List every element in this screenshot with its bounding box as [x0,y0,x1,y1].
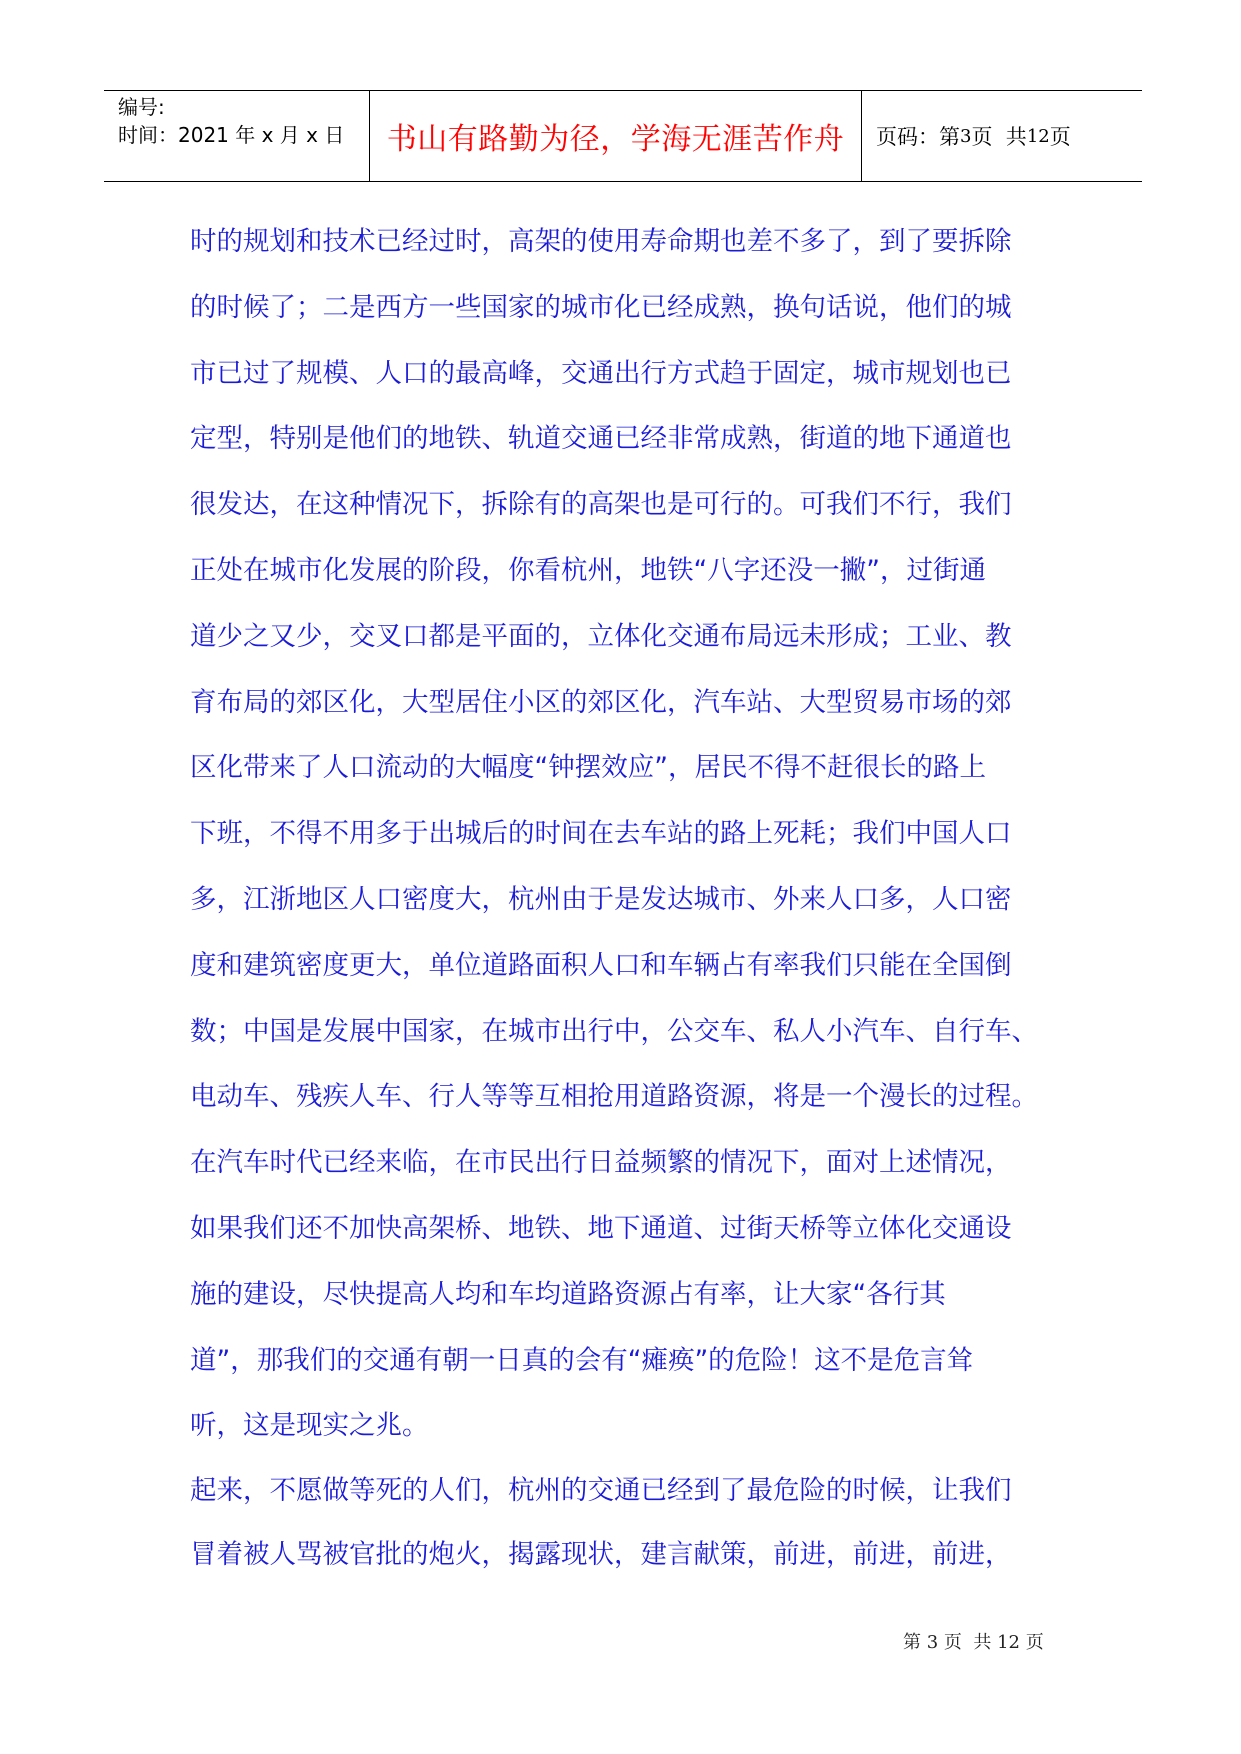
text-line: 数；中国是发展中国家，在城市出行中，公交车、私人小汽车、自行车、 [190,1015,1038,1047]
text-line: 下班，不得不用多于出城后的时间在去车站的路上死耗；我们中国人口 [190,818,1012,850]
text-line: 育布局的郊区化，大型居住小区的郊区化，汽车站、大型贸易市场的郊 [190,686,1012,718]
text-line: 道”，那我们的交通有朝一日真的会有“瘫痪”的危险！这不是危言耸 [190,1344,974,1376]
text-line: 起来，不愿做等死的人们，杭州的交通已经到了最危险的时候，让我们 [190,1475,1012,1507]
text-line: 如果我们还不加快高架桥、地铁、地下通道、过街天桥等立体化交通设 [190,1212,1012,1244]
header-page-current: 3 [960,125,972,147]
paragraph-1 [190,209,1070,1459]
serial-label: 编号: [118,95,165,119]
header-page-prefix: 页码：第 [876,125,960,149]
text-line: 多，江浙地区人口密度大，杭州由于是发达城市、外来人口多，人口密 [190,883,1012,915]
text-line: 冒着被人骂被官批的炮火，揭露现状，建言献策，前进，前进，前进， [190,1539,1012,1571]
text-line: 很发达，在这种情况下，拆除有的高架也是可行的。可我们不行，我们 [190,489,1012,521]
text-line: 度和建筑密度更大，单位道路面积人口和车辆占有率我们只能在全国倒 [190,949,1012,981]
paragraph-2 [190,1459,1070,1587]
text-line: 的时候了；二是西方一些国家的城市化已经成熟，换句话说，他们的城 [190,291,1012,323]
text-line: 电动车、残疾人车、行人等等互相抢用道路资源，将是一个漫长的过程。 [190,1081,1038,1113]
header-page-number [862,91,1142,181]
page-footer [903,1628,1044,1654]
page-header [104,90,1142,182]
text-line: 正处在城市化发展的阶段，你看杭州，地铁“八字还没一撇”，过街通 [190,554,986,586]
text-line: 区化带来了人口流动的大幅度“钟摆效应”，居民不得不赶很长的路上 [190,752,986,784]
footer-total: 12 [997,1632,1021,1653]
text-line: 道少之又少，交叉口都是平面的，立体化交通布局远未形成；工业、教 [190,620,1012,652]
text-line: 市已过了规模、人口的最高峰，交通出行方式趋于固定，城市规划也已 [190,357,1012,389]
header-page-total: 12 [1026,125,1050,147]
footer-mid: 页 共 [943,1632,992,1653]
footer-prefix: 第 [903,1632,921,1653]
text-line: 施的建设，尽快提高人均和车均道路资源占有率，让大家“各行其 [190,1278,946,1310]
header-page-mid: 页 共 [971,125,1027,149]
footer-suffix: 页 [1025,1632,1044,1653]
text-line: 听，这是现实之兆。 [190,1410,429,1442]
text-line: 时的规划和技术已经过时，高架的使用寿命期也差不多了，到了要拆除 [190,226,1012,257]
footer-current: 3 [926,1632,939,1653]
header-page-suffix: 页 [1049,125,1071,149]
body-text [190,209,1070,1587]
header-meta [104,91,370,181]
time-label: 时间：2021 年 x 月 x 日 [118,123,345,147]
header-motto: 书山有路勤为径，学海无涯苦作舟 [370,91,862,181]
text-line: 定型，特别是他们的地铁、轨道交通已经非常成熟，街道的地下通道也 [190,423,1012,455]
text-line: 在汽车时代已经来临，在市民出行日益频繁的情况下，面对上述情况， [190,1147,1012,1179]
